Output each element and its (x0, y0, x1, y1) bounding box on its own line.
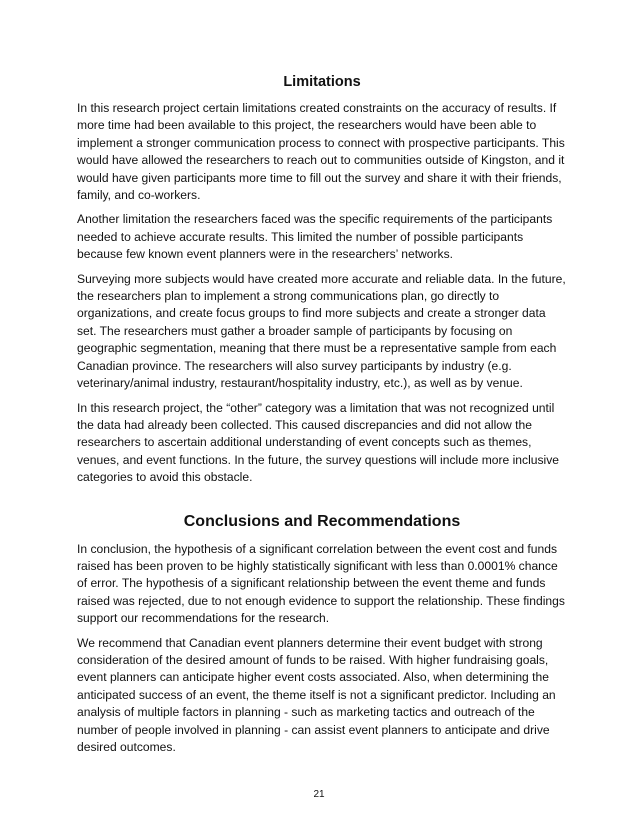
conclusions-heading: Conclusions and Recommendations (183, 512, 461, 530)
limitations-heading: Limitations (283, 74, 361, 90)
conclusions-paragraph-1: In conclusion, the hypothesis of a significant correlation between the event cost and funds raised has been proven to be highly statistically significant with less than 0.0001% chance of error. The hypothesis of a significant relationship between the event theme and funds raised was rejected, due to not enough evidence to support the relationship. These findings support our recommendations for the research. (77, 541, 565, 626)
page-content (77, 74, 567, 763)
limitations-paragraph-3: Surveying more subjects would have created more accurate and reliable data. In the future, the researchers plan to implement a strong communications plan, go directly to organizations, and create focus groups to find more subjects and create a stronger data set. The researchers must gather a broader sample of participants by focusing on geographic segmentation, meaning that there must be a representative sample from each Canadian province. The researchers will also survey participants by industry (e.g. veterinary/animal industry, restaurant/hospitality industry, etc.), as well as by venue. (77, 271, 566, 391)
limitations-paragraph-4: In this research project, the “other” category was a limitation that was not recognized until the data had already been collected. This caused discrepancies and did not allow the researchers to ascertain additional understanding of event concepts such as themes, venues, and event functions. In the future, the survey questions will include more inclusive categories to avoid this obstacle. (77, 400, 560, 485)
limitations-paragraph-2: Another limitation the researchers faced was the specific requirements of the participants needed to achieve accurate results. This limited the number of possible participants because few known event planners were in the researchers’ networks. (77, 212, 553, 262)
page-number: 21 (313, 789, 325, 800)
limitations-paragraph-1: In this research project certain limitations created constraints on the accuracy of results. If more time had been available to this project, the researchers would have been able to implement a stronger communication process to connect with prospective participants. This would have allowed the researchers to reach out to communities outside of Kingston, and it would have given participants more time to fill out the survey and share it with their friends, family, and co-workers. (77, 101, 565, 203)
conclusions-paragraph-2: We recommend that Canadian event planners determine their event budget with strong consideration of the desired amount of funds to be raised. With higher fundraising goals, event planners can anticipate higher event costs associated. Also, when determining the anticipated success of an event, the theme itself is not a significant predictor. Including an analysis of multiple factors in planning - such as marketing tactics and outreach of the number of people involved in planning - can assist event planners to anticipate and drive desired outcomes. (77, 635, 556, 754)
